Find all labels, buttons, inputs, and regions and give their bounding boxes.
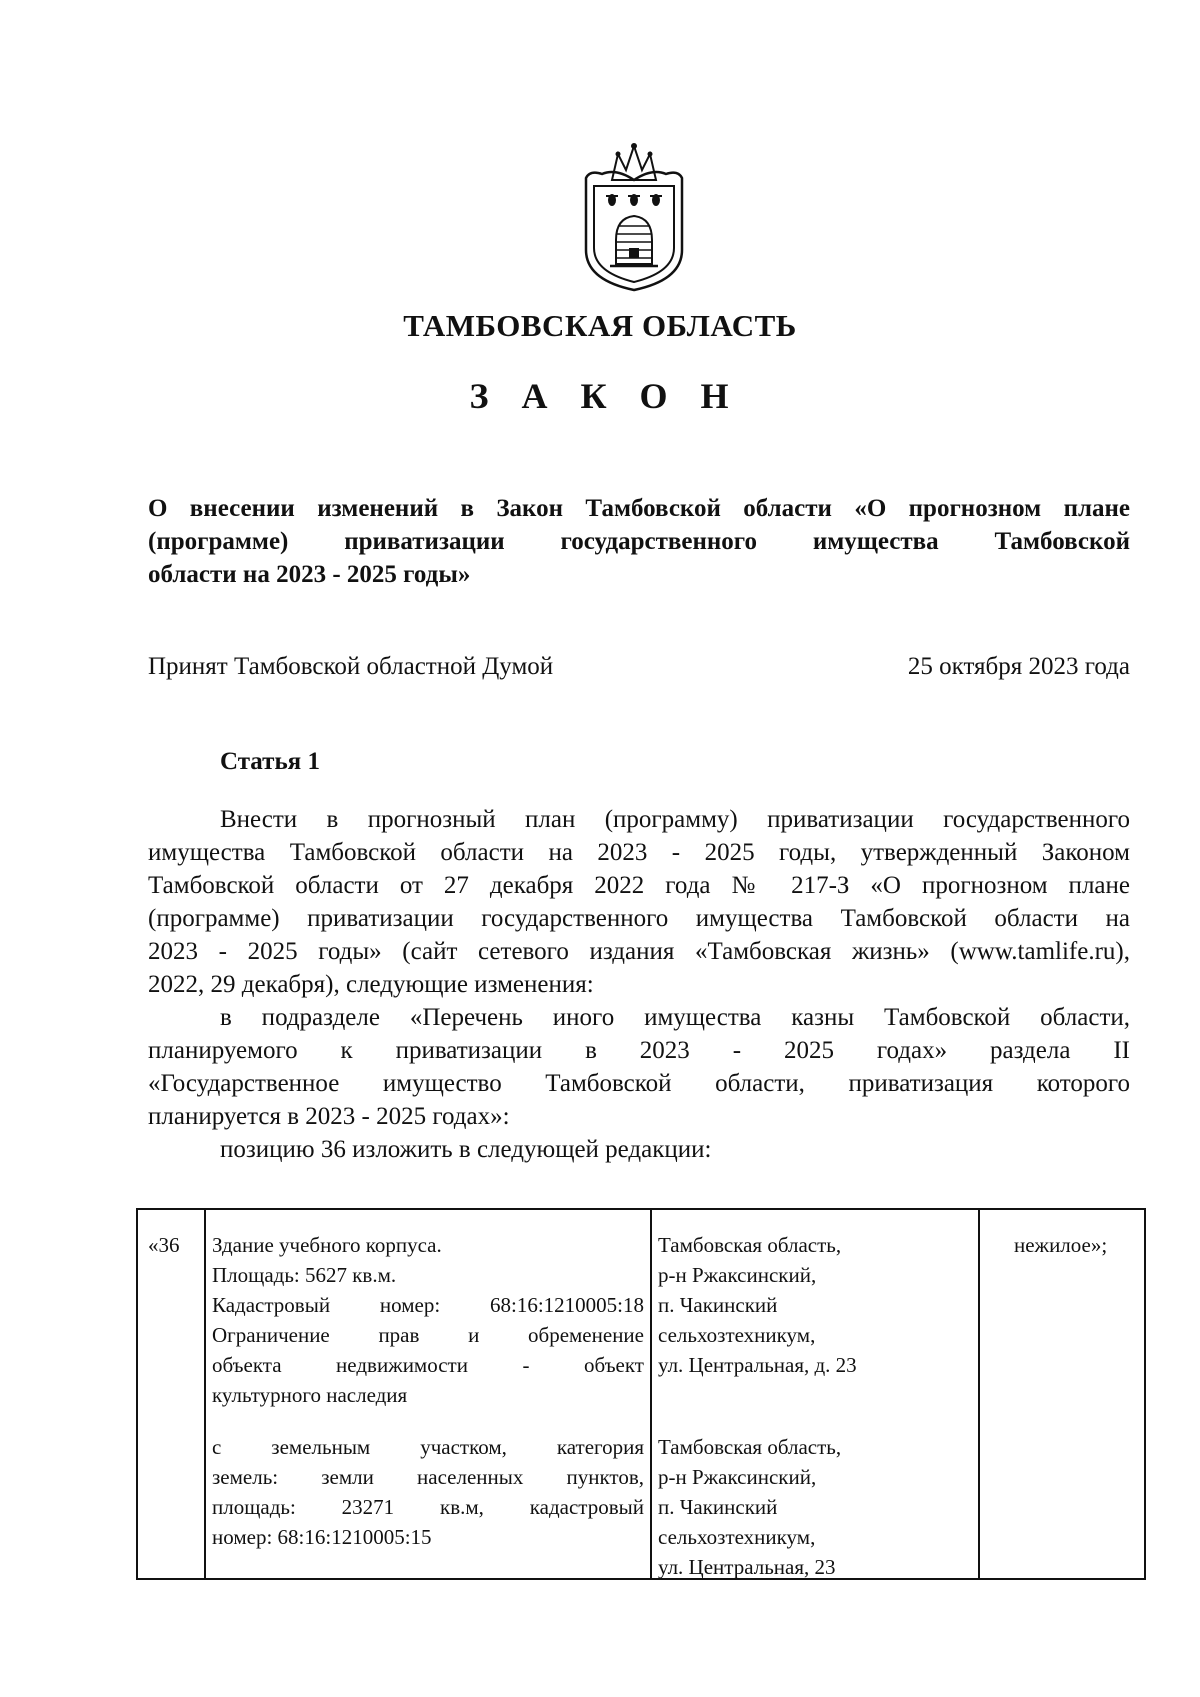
table-text-line: объекта недвижимости - объект (212, 1353, 644, 1377)
region-name: ТАМБОВСКАЯ ОБЛАСТЬ (403, 308, 797, 343)
table-text-line: р-н Ржаксинский, (658, 1465, 817, 1489)
article-body (148, 803, 1130, 1166)
position-table (136, 1208, 1146, 1580)
table-text-line: культурного наследия (212, 1383, 408, 1407)
body-line: планируется в 2023 - 2025 годах»: (148, 1103, 510, 1130)
building-description (212, 1230, 644, 1410)
table-text-line: Тамбовская область, (658, 1233, 842, 1257)
table-text-line: сельхозтехникум, (658, 1323, 816, 1347)
table-text-line: п. Чакинский (658, 1293, 778, 1317)
adopted-by: Принят Тамбовской областной Думой (148, 653, 554, 680)
table-text-line: земель: земли населенных пунктов, (212, 1465, 644, 1489)
table-column-divider (204, 1210, 206, 1578)
body-line: (программе) приватизации государственного имущества Тамбовской области на (148, 905, 1130, 932)
position-number: «36 (148, 1233, 180, 1257)
table-column-divider (978, 1210, 980, 1578)
tambov-coat-of-arms-icon (572, 140, 696, 292)
table-column-divider (650, 1210, 652, 1578)
table-text-line: площадь: 23271 кв.м, кадастровый (212, 1495, 644, 1519)
table-text-line: ул. Центральная, д. 23 (658, 1353, 857, 1377)
body-line: Тамбовской области от 27 декабря 2022 года № 217-З «О прогнозном плане (148, 872, 1130, 899)
table-text-line: Тамбовская область, (658, 1435, 842, 1459)
table-text-line: Кадастровый номер: 68:16:1210005:18 (212, 1293, 644, 1317)
body-line: Внести в прогнозный план (программу) приватизации государственного (220, 806, 1130, 833)
law-title (148, 492, 1130, 591)
property-status: нежилое»; (1014, 1233, 1108, 1257)
body-line: в подразделе «Перечень иного имущества казны Тамбовской области, (220, 1004, 1130, 1031)
adoption-date: 25 октября 2023 года (907, 653, 1130, 680)
table-text-line: Ограничение прав и обременение (212, 1323, 644, 1347)
law-title-line: области на 2023 - 2025 годы» (148, 561, 471, 588)
body-line: позицию 36 изложить в следующей редакции: (220, 1136, 712, 1163)
land-plot-description (212, 1432, 644, 1552)
table-text-line: Здание учебного корпуса. (212, 1233, 442, 1257)
table-text-line: сельхозтехникум, (658, 1525, 816, 1549)
body-line: 2023 - 2025 годы» (сайт сетевого издания «Тамбовская жизнь» (www.tamlife.ru), (148, 938, 1130, 965)
table-text-line: номер: 68:16:1210005:15 (212, 1525, 432, 1549)
body-line: имущества Тамбовской области на 2023 - 2025 годы, утвержденный Законом (148, 839, 1130, 866)
building-address (658, 1230, 972, 1380)
table-text-line: ул. Центральная, 23 (658, 1555, 836, 1579)
document-type: З А К О Н (469, 376, 741, 416)
table-text-line: п. Чакинский (658, 1495, 778, 1519)
table-text-line: с земельным участком, категория (212, 1435, 644, 1459)
table-text-line: р-н Ржаксинский, (658, 1263, 817, 1287)
body-line: 2022, 29 декабря), следующие изменения: (148, 971, 594, 998)
body-line: «Государственное имущество Тамбовской области, приватизация которого (148, 1070, 1130, 1097)
law-title-line: (программе) приватизации государственного имущества Тамбовской (148, 528, 1130, 555)
article-heading: Статья 1 (220, 748, 320, 775)
body-line: планируемого к приватизации в 2023 - 2025 годах» раздела II (148, 1037, 1130, 1064)
land-plot-address (658, 1432, 972, 1582)
table-text-line: Площадь: 5627 кв.м. (212, 1263, 397, 1287)
law-title-line: О внесении изменений в Закон Тамбовской области «О прогнозном плане (148, 495, 1130, 522)
